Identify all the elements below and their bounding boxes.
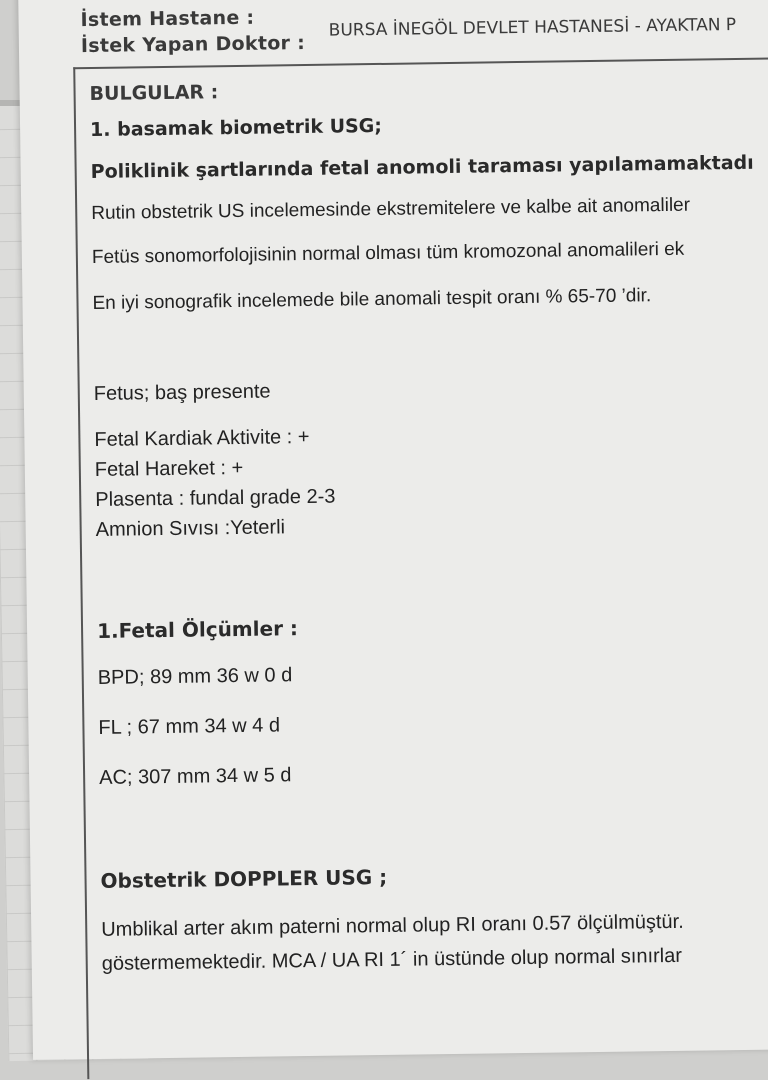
doppler-title: Obstetrik DOPPLER USG ; <box>100 864 388 893</box>
fetal-cardiac-activity: Fetal Kardiak Aktivite : + <box>94 425 310 451</box>
measurement-ac: AC; 307 mm 34 w 5 d <box>98 764 292 789</box>
amnion-fluid: Amnion Sıvısı :Yeterli <box>95 516 286 541</box>
hospital-label: İstem Hastane : <box>80 6 255 32</box>
anomaly-warning: Poliklinik şartlarında fetal anomoli taraması yapılamamaktadı <box>90 151 754 184</box>
findings-box <box>73 57 768 1080</box>
findings-title: BULGULAR : <box>89 81 219 106</box>
hospital-value: BURSA İNEGÖL DEVLET HASTANESİ - AYAKTAN P <box>328 14 737 41</box>
measurement-bpd: BPD; 89 mm 36 w 0 d <box>97 664 293 689</box>
note-detection-rate: En iyi sonografik incelemede bile anomali tespit oranı % 65-70 ’dir. <box>92 285 652 314</box>
report-sheet <box>18 0 768 1060</box>
measurement-fl: FL ; 67 mm 34 w 4 d <box>98 714 281 739</box>
placenta: Plasenta : fundal grade 2-3 <box>95 485 336 511</box>
fetal-measurements-title: 1.Fetal Ölçümler : <box>96 616 299 643</box>
doppler-line-2: göstermemektedir. MCA / UA RI 1´ in üstünde olup normal sınırlar <box>101 944 683 975</box>
note-routine-us: Rutin obstetrik US incelemesinde ekstremitelere ve kalbe ait anomaliler <box>91 194 691 224</box>
fetal-movement: Fetal Hareket : + <box>94 456 244 481</box>
fetus-presentation: Fetus; baş presente <box>93 380 271 405</box>
note-sonomorphology: Fetüs sonomorfolojisinin normal olması tüm kromozonal anomalileri ek <box>91 238 685 268</box>
biometric-step: 1. basamak biometrik USG; <box>89 114 383 142</box>
doppler-line-1: Umblikal arter akım paterni normal olup RI oranı 0.57 ölçülmüştür. <box>101 910 684 941</box>
doctor-label: İstek Yapan Doktor : <box>80 31 306 58</box>
